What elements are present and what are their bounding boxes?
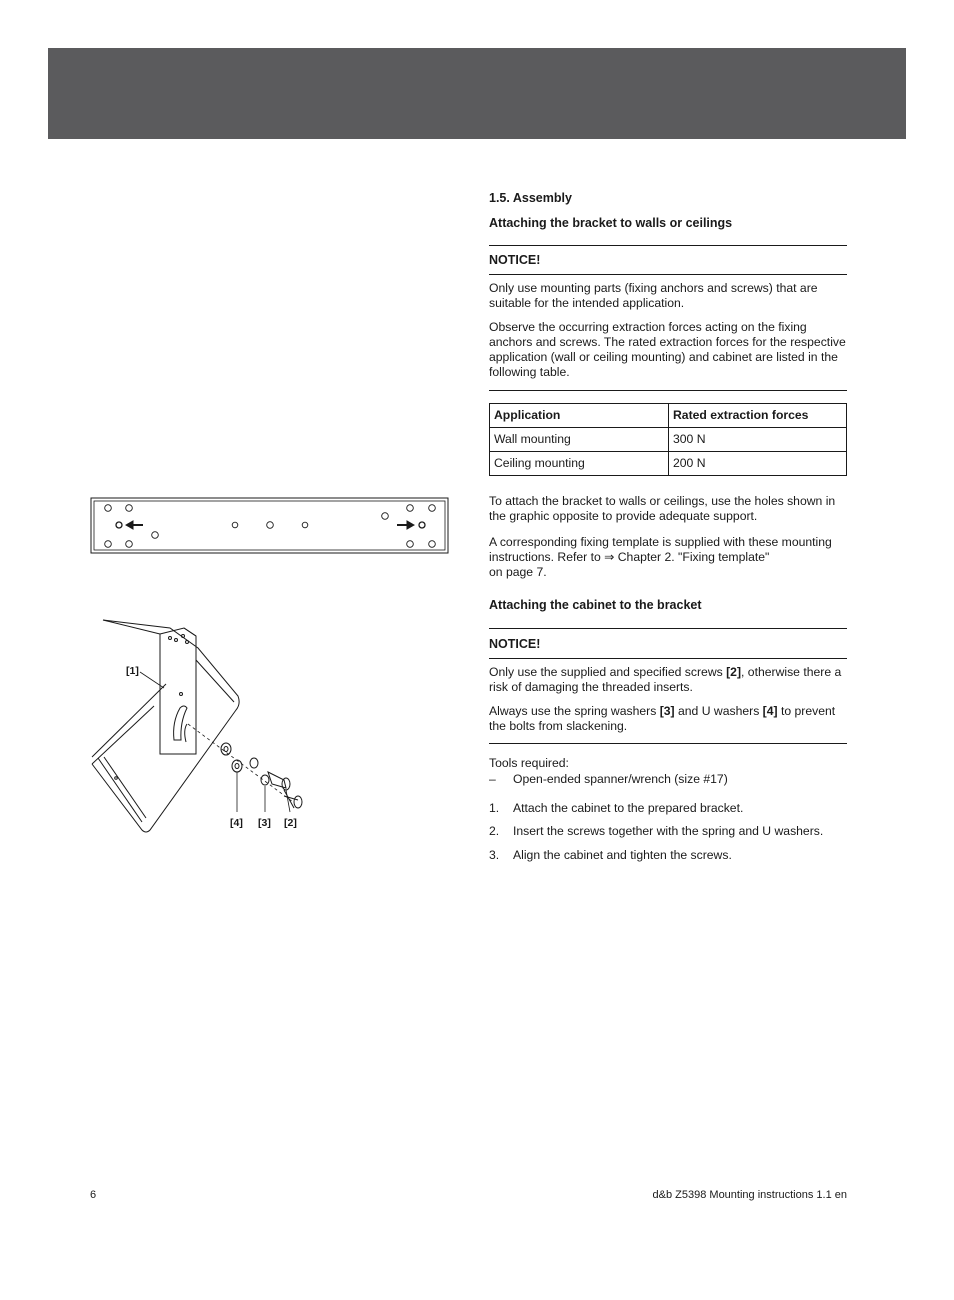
page-number: 6 bbox=[90, 1189, 97, 1201]
cross-reference-text: A corresponding fixing template is supplied with these mounting instructions. Refer to ⇒ Chapter 2. "Fixing template" bbox=[489, 535, 832, 564]
subheading-cabinet-bracket: Attaching the cabinet to the bracket bbox=[489, 598, 702, 612]
body-paragraph: To attach the bracket to walls or ceilings, use the holes shown in the graphic opposite to provide adequate support. bbox=[489, 494, 836, 523]
notice-text: , otherwise there a risk of damaging the threaded inserts. bbox=[489, 665, 842, 694]
notice-text: Only use the supplied and specified screws bbox=[489, 665, 727, 679]
step-number: 3. bbox=[489, 848, 500, 862]
body-paragraph bbox=[489, 535, 847, 580]
notice-paragraph bbox=[489, 704, 847, 734]
figure-label-3: [3] bbox=[258, 817, 271, 829]
notice-text: and U washers bbox=[674, 704, 763, 718]
page-reference-link[interactable]: on page 7. bbox=[489, 565, 547, 579]
part-reference: [3] bbox=[659, 704, 675, 718]
table-cell: 300 N bbox=[669, 428, 847, 452]
table-cell: Wall mounting bbox=[490, 428, 669, 452]
step-number: 2. bbox=[489, 824, 500, 838]
part-reference: [2] bbox=[726, 665, 742, 679]
tool-item: Open-ended spanner/wrench (size #17) bbox=[513, 772, 728, 786]
table-cell: Ceiling mounting bbox=[490, 452, 669, 476]
part-reference: [4] bbox=[762, 704, 778, 718]
notice-rule-bottom bbox=[489, 390, 847, 391]
header-band bbox=[48, 48, 906, 139]
step-text: Insert the screws together with the spring and U washers. bbox=[513, 824, 824, 838]
list-dash: – bbox=[489, 772, 496, 786]
notice-paragraph bbox=[489, 665, 847, 695]
notice-rule-mid bbox=[489, 274, 847, 275]
bracket-hole-diagram bbox=[90, 497, 450, 557]
notice-rule-mid bbox=[489, 658, 847, 659]
figure-label-1: [1] bbox=[126, 665, 139, 677]
table-header-cell: Rated extraction forces bbox=[669, 404, 847, 428]
notice-rule-bottom bbox=[489, 743, 847, 744]
table-cell: 200 N bbox=[669, 452, 847, 476]
table-header-row bbox=[490, 404, 847, 428]
notice-heading: NOTICE! bbox=[489, 637, 541, 651]
figure-label-4: [4] bbox=[230, 817, 243, 829]
step-number: 1. bbox=[489, 801, 500, 815]
step-text: Align the cabinet and tighten the screws. bbox=[513, 848, 732, 862]
notice-paragraph: Only use mounting parts (fixing anchors and screws) that are suitable for the intended application. bbox=[489, 281, 818, 310]
notice-text: Always use the spring washers bbox=[489, 704, 660, 718]
table-row bbox=[490, 452, 847, 476]
figure-label-2: [2] bbox=[284, 817, 297, 829]
section-heading: 1.5. Assembly bbox=[489, 191, 572, 205]
step-text: Attach the cabinet to the prepared bracket. bbox=[513, 801, 744, 815]
footer-doc-title: d&b Z5398 Mounting instructions 1.1 en bbox=[652, 1189, 847, 1201]
tools-label: Tools required: bbox=[489, 756, 569, 770]
table-row bbox=[490, 428, 847, 452]
notice-paragraph: Observe the occurring extraction forces acting on the fixing anchors and screws. The rated extraction forces for the respective application (wall or ceiling mounting) and cabinet are listed in the following table. bbox=[489, 320, 846, 379]
notice-rule-top bbox=[489, 628, 847, 629]
subheading-walls-ceilings: Attaching the bracket to walls or ceilings bbox=[489, 216, 733, 230]
notice-text: to prevent the bolts from slackening. bbox=[489, 704, 836, 733]
notice-rule-top bbox=[489, 245, 847, 246]
table-header-cell: Application bbox=[490, 404, 669, 428]
assembly-drawing bbox=[88, 612, 328, 837]
extraction-forces-table bbox=[489, 403, 847, 476]
notice-heading: NOTICE! bbox=[489, 253, 541, 267]
